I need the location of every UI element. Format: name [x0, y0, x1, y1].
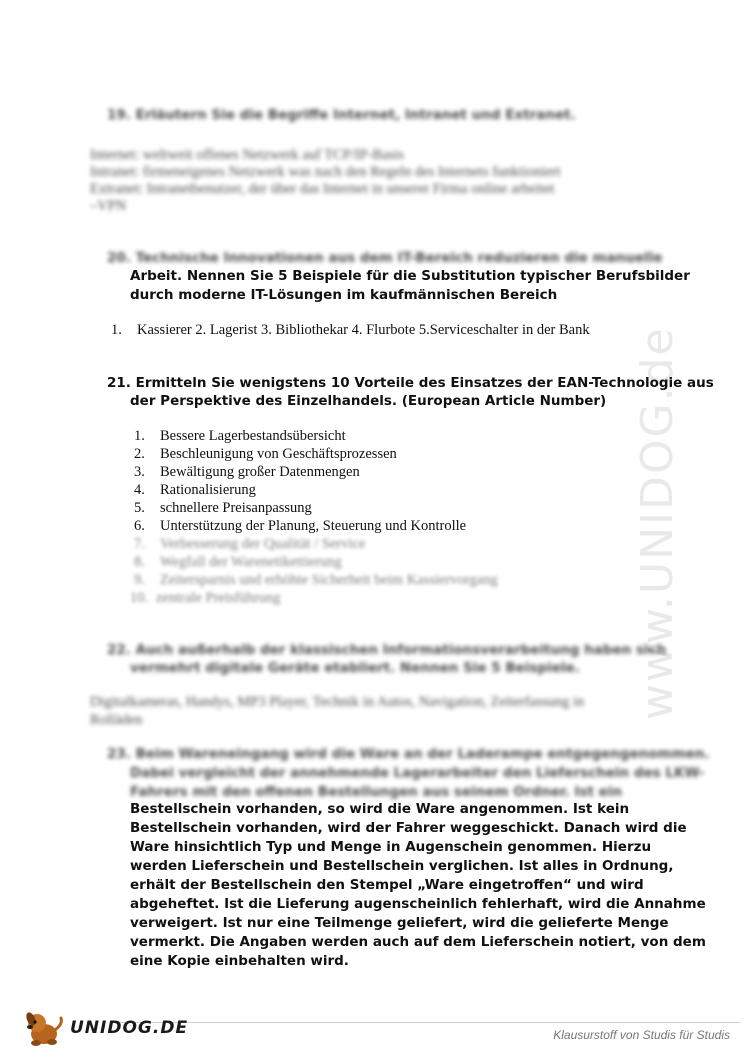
q23-line: vermerkt. Die Angaben werden auch auf dem Lieferschein notiert, von dem [130, 934, 706, 950]
q20-answer-text: Kassierer 2. Lagerist 3. Bibliothekar 4. Flurbote 5.Serviceschalter in der Bank [137, 322, 590, 338]
q22-answer-1: Digitalkameras, Handys, MP3 Player, Technik in Autos, Navigation, Zeiterfassung in [90, 694, 585, 710]
q23-line: Ware hinsichtlich Typ und Menge in Augenschein genommen. Hierzu [130, 839, 652, 855]
watermark: www.UNIDOG.de [632, 326, 683, 720]
q21-item [134, 571, 498, 589]
q21-item-text: Rationalisierung [160, 482, 256, 498]
q21-line-1: 21. Ermitteln Sie wenigstens 10 Vorteile des Einsatzes der EAN-Technologie aus [107, 375, 714, 391]
q21-line-2: der Perspektive des Einzelhandels. (European Article Number) [130, 393, 607, 409]
q21-item-num: 3. [134, 464, 145, 480]
q21-item-num: 6. [134, 518, 145, 534]
q21-item-text: Unterstützung der Planung, Steuerung und Kontrolle [160, 518, 467, 534]
q21-item [134, 427, 346, 445]
q21-item-num: 9. [134, 572, 145, 588]
q21-item [134, 463, 360, 481]
q22-line-2: vermehrt digitale Geräte etabliert. Nennen Sie 5 Beispiele. [130, 660, 580, 676]
q23-line: abgeheftet. Ist die Lieferung augenscheinlich fehlerhaft, wird die Annahme [130, 896, 706, 912]
q20-line-1: 20. Technische Innovationen aus dem IT-Bereich reduzieren die manuelle [107, 250, 663, 266]
q20-line-2: Arbeit. Nennen Sie 5 Beispiele für die Substitution typischer Berufsbilder [130, 268, 690, 284]
q23-blurred-2: Dabei vergleicht der annehmende Lagerarbeiter den Lieferschein des LKW- [130, 765, 705, 781]
q23-line: eine Kopie einbehalten wird. [130, 953, 349, 969]
q22-line-1: 22. Auch außerhalb der klassischen Informationsverarbeitung haben sich [107, 642, 667, 658]
q21-item-text: zentrale Preisführung [156, 590, 281, 606]
q21-item-text: Zeitersparnis und erhöhte Sicherheit beim Kassiervorgang [160, 572, 498, 588]
q21-item [134, 499, 312, 517]
q23-line: werden Lieferschein und Bestellschein verglichen. Ist alles in Ordnung, [130, 858, 674, 874]
footer-divider [110, 1022, 740, 1023]
q21-item [134, 445, 397, 463]
q23-line: erhält der Bestellschein den Stempel „Ware eingetroffen“ und wird [130, 877, 644, 893]
q23-blurred-3: Fahrers mit den offenen Bestellungen aus seinem Ordner. Ist ein [130, 784, 623, 800]
q23-line: verweigert. Ist nur eine Teilmenge geliefert, wird die gelieferte Menge [130, 915, 669, 931]
q19-line-4: –VPN [90, 198, 127, 214]
dog-mascot-icon [22, 1008, 66, 1048]
q21-item [130, 589, 280, 607]
q19-line-2: Intranet: firmeneigenes Netzwerk was nach den Regeln des Internets funktioniert [90, 164, 561, 180]
q20-answer-num: 1. [111, 322, 122, 338]
q23-line: Bestellschein vorhanden, so wird die Ware angenommen. Ist kein [130, 801, 630, 817]
q21-item-text: Bewältigung großer Datenmengen [160, 464, 360, 480]
q19-title: 19. Erläutern Sie die Begriffe Internet, Intranet und Extranet. [107, 107, 576, 123]
q22-answer-2: Rolläden [90, 712, 143, 728]
q21-item-num: 7. [134, 536, 145, 552]
q23-blurred-1: 23. Beim Wareneingang wird die Ware an der Laderampe entgegengenommen. [107, 746, 710, 762]
q21-item [134, 553, 342, 571]
logo-text: UNIDOG.DE [70, 1018, 189, 1038]
q21-item [134, 517, 466, 535]
q21-item-text: Verbesserung der Qualität / Service [160, 536, 366, 552]
footer-logo [22, 1008, 188, 1048]
q23-line: Bestellschein vorhanden, wird der Fahrer weggeschickt. Danach wird die [130, 820, 687, 836]
q21-item-text: Beschleunigung von Geschäftsprozessen [160, 446, 397, 462]
footer-tagline: Klausurstoff von Studis für Studis [553, 1028, 730, 1042]
q20-answer [111, 321, 590, 339]
q21-item-num: 2. [134, 446, 145, 462]
q19-line-1: Internet: weltweit offenes Netzwerk auf TCP/IP-Basis [90, 147, 404, 163]
q21-item-num: 10. [130, 590, 149, 606]
q19-line-3: Extranet: Intranetbenutzer, der über das Internet in unserer Firma online arbeitet [90, 181, 555, 197]
q21-item [134, 481, 256, 499]
q21-item-num: 8. [134, 554, 145, 570]
q20-line-3: durch moderne IT-Lösungen im kaufmännischen Bereich [130, 287, 558, 303]
q21-item-text: Bessere Lagerbestandsübersicht [160, 428, 346, 444]
q21-item-num: 5. [134, 500, 145, 516]
q21-item-num: 1. [134, 428, 145, 444]
q21-item [134, 535, 365, 553]
q21-item-num: 4. [134, 482, 145, 498]
q21-item-text: schnellere Preisanpassung [160, 500, 312, 516]
q21-item-text: Wegfall der Warenetikettierung [160, 554, 342, 570]
